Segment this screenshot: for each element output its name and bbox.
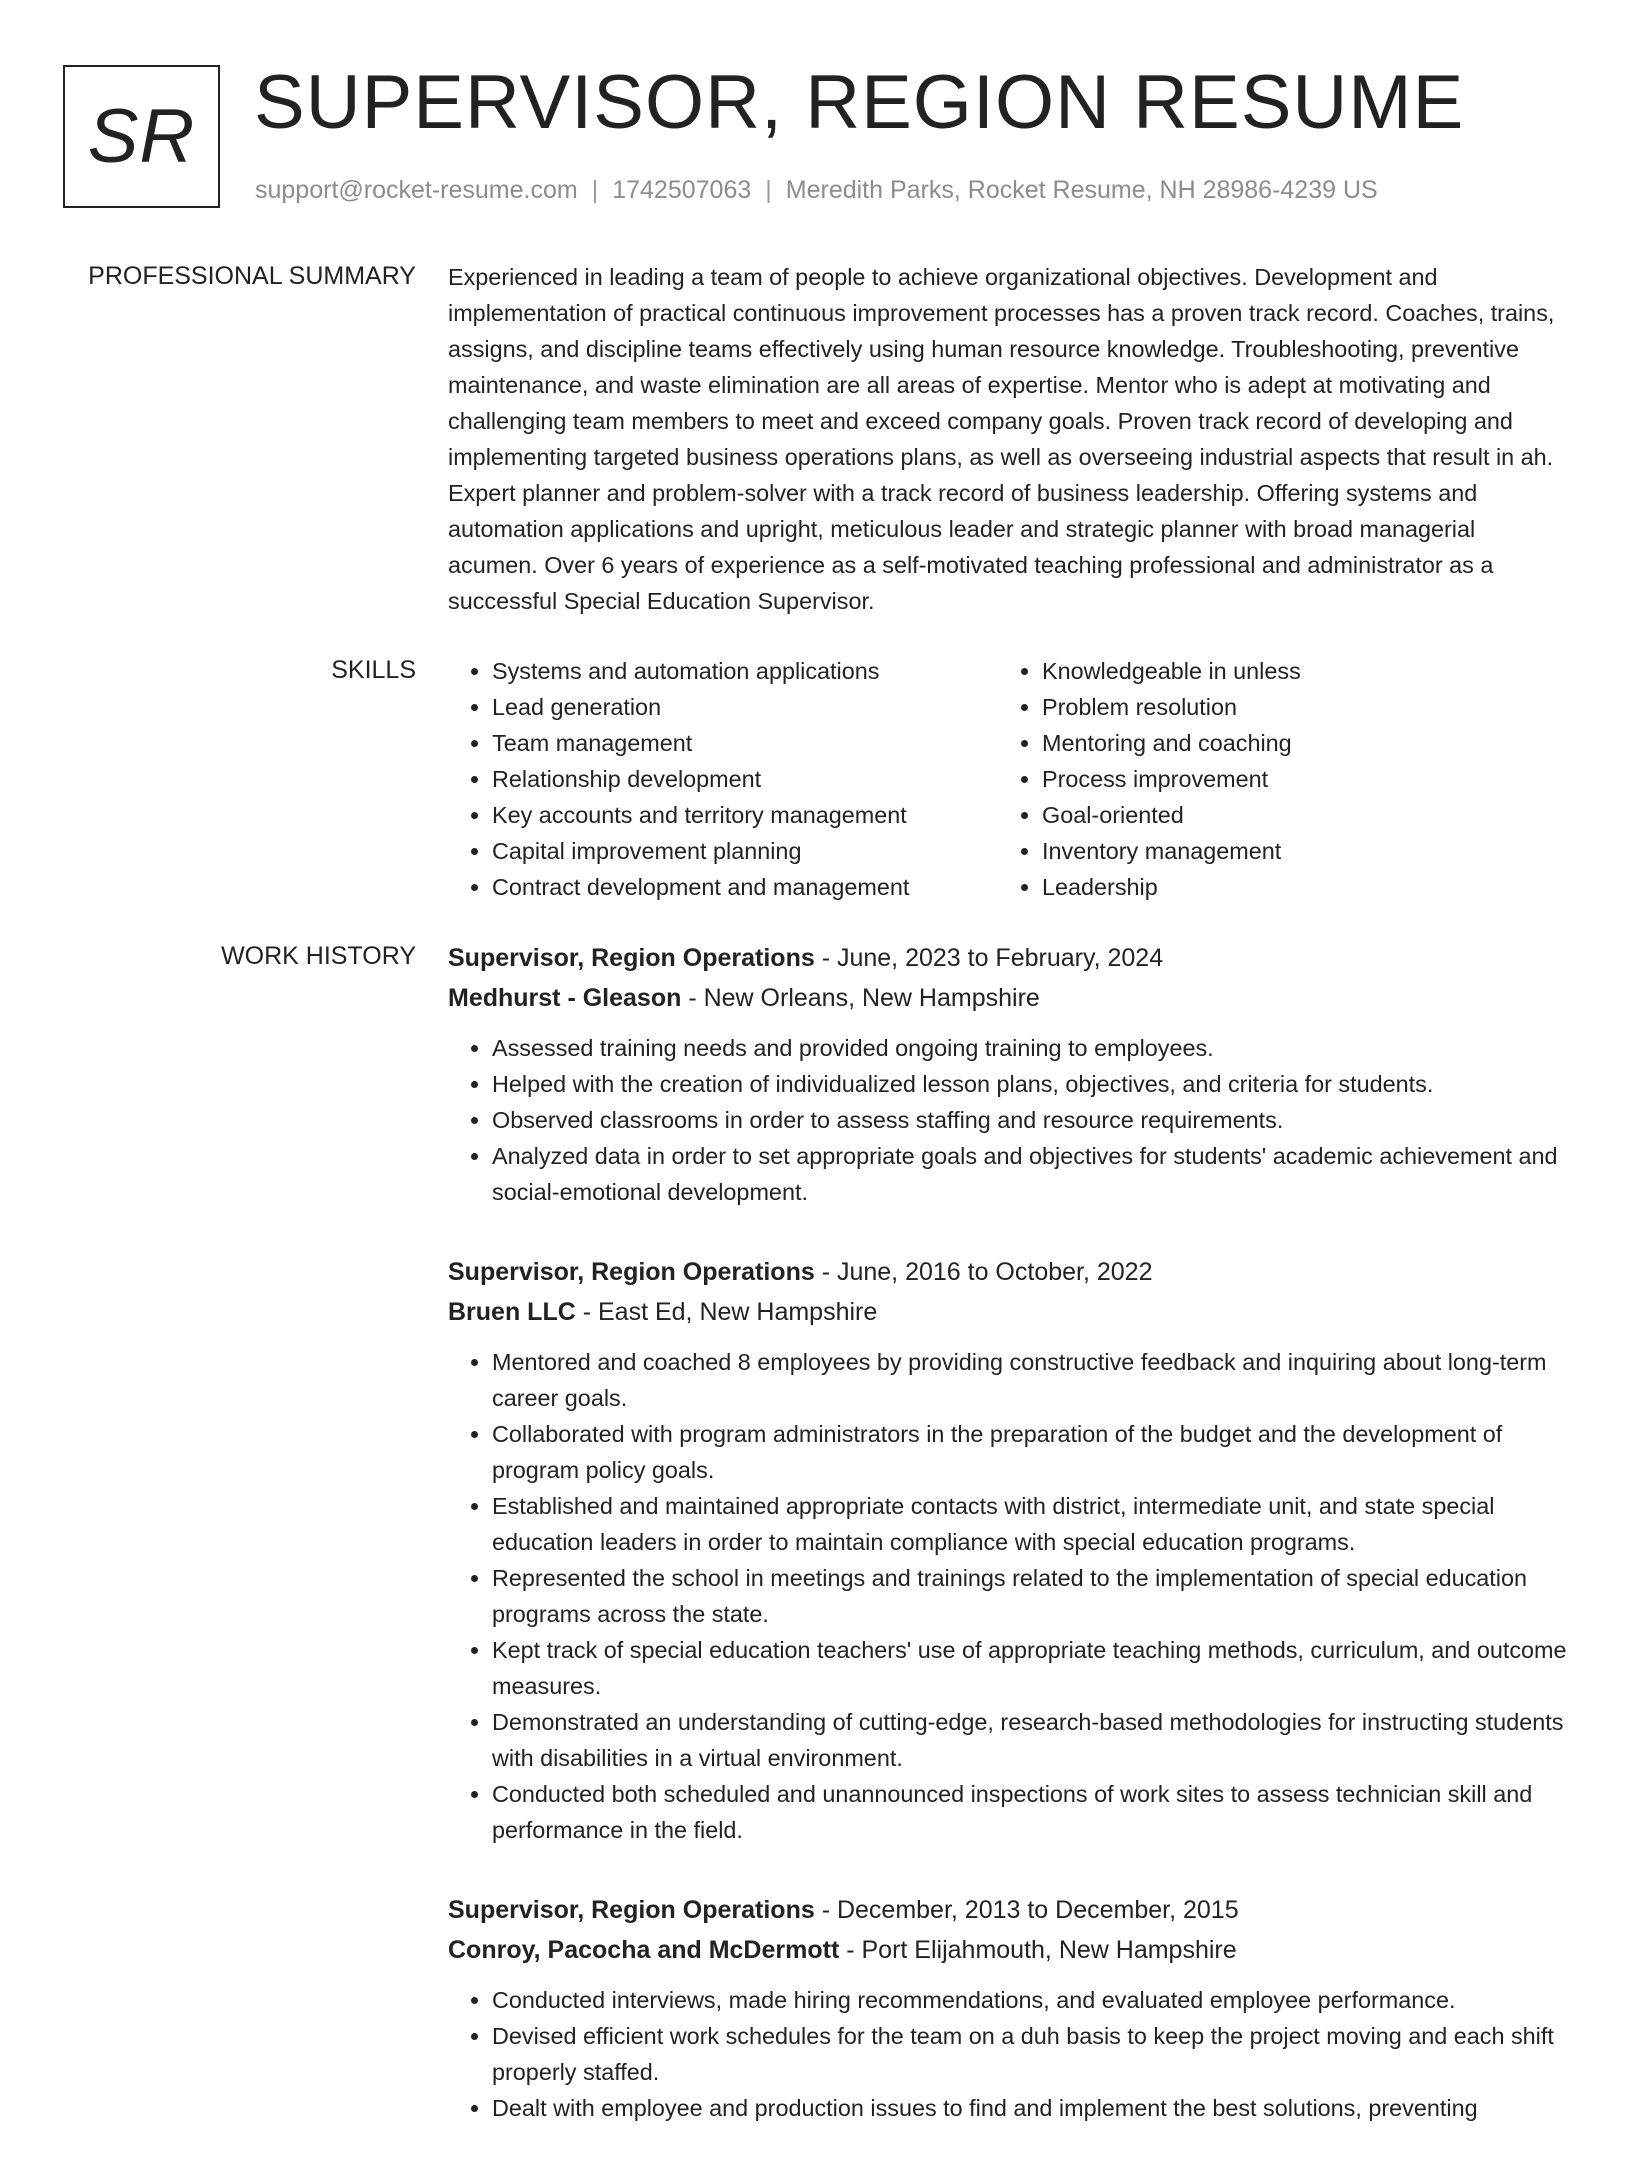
job-bullet-list bbox=[448, 1030, 1568, 1210]
skill-item: • Systems and automation applications bbox=[492, 653, 998, 689]
job-title-line bbox=[448, 1252, 1568, 1292]
resume-title: SUPERVISOR, REGION RESUME bbox=[254, 60, 1465, 145]
skill-item: • Key accounts and territory management bbox=[492, 797, 998, 833]
skill-item: • Capital improvement planning bbox=[492, 833, 998, 869]
section-label-skills: SKILLS bbox=[331, 656, 416, 684]
job-company-line bbox=[448, 1930, 1568, 1970]
job-company: Medhurst - Gleason bbox=[448, 984, 682, 1012]
job-location: - East Ed, New Hampshire bbox=[575, 1298, 878, 1326]
job-bullet: • Devised efficient work schedules for the team on a duh basis to keep the project moving and each shift properly staffed. bbox=[492, 2018, 1568, 2090]
job-entry bbox=[448, 938, 1568, 1210]
section-label-summary: PROFESSIONAL SUMMARY bbox=[88, 262, 416, 290]
job-bullet: • Helped with the creation of individualized lesson plans, objectives, and criteria for students. bbox=[492, 1066, 1568, 1102]
skill-item: • Contract development and management bbox=[492, 869, 998, 905]
job-bullet: • Analyzed data in order to set appropriate goals and objectives for students' academic achievement and social-emotional development. bbox=[492, 1138, 1568, 1210]
contact-separator: | bbox=[765, 176, 772, 204]
skills-section bbox=[448, 653, 1568, 905]
job-dates: - June, 2023 to February, 2024 bbox=[814, 944, 1164, 972]
skill-item: • Mentoring and coaching bbox=[1042, 725, 1548, 761]
contact-separator: | bbox=[591, 176, 599, 204]
monogram-badge bbox=[63, 65, 220, 208]
job-company: Conroy, Pacocha and McDermott bbox=[448, 1936, 840, 1964]
skill-item: • Team management bbox=[492, 725, 998, 761]
monogram-text: SR bbox=[87, 94, 196, 179]
skill-item: • Knowledgeable in unless bbox=[1042, 653, 1548, 689]
job-title: Supervisor, Region Operations bbox=[448, 1258, 815, 1286]
skills-grid bbox=[448, 653, 1568, 905]
contact-line bbox=[255, 174, 1378, 206]
contact-email: support@rocket-resume.com bbox=[255, 176, 578, 204]
job-title: Supervisor, Region Operations bbox=[448, 1896, 815, 1924]
job-bullet: • Dealt with employee and production issues to find and implement the best solutions, preventing bbox=[492, 2090, 1568, 2126]
job-bullet: • Represented the school in meetings and trainings related to the implementation of special education programs across the state. bbox=[492, 1560, 1568, 1632]
skill-item: • Leadership bbox=[1042, 869, 1548, 905]
job-bullet-list bbox=[448, 1344, 1568, 1848]
job-company-line bbox=[448, 978, 1568, 1018]
job-bullet: • Assessed training needs and provided ongoing training to employees. bbox=[492, 1030, 1568, 1066]
skill-item: • Process improvement bbox=[1042, 761, 1548, 797]
section-label-work-history: WORK HISTORY bbox=[221, 942, 416, 970]
contact-phone: 1742507063 bbox=[612, 176, 752, 204]
job-title-line bbox=[448, 938, 1568, 978]
skills-list-right bbox=[998, 653, 1548, 905]
job-location: - New Orleans, New Hampshire bbox=[681, 984, 1040, 1012]
skill-item: • Inventory management bbox=[1042, 833, 1548, 869]
job-bullet-list bbox=[448, 1982, 1568, 2126]
job-bullet: • Observed classrooms in order to assess staffing and resource requirements. bbox=[492, 1102, 1568, 1138]
skill-item: • Problem resolution bbox=[1042, 689, 1548, 725]
job-dates: - December, 2013 to December, 2015 bbox=[814, 1896, 1239, 1924]
job-bullet: • Conducted interviews, made hiring recommendations, and evaluated employee performance. bbox=[492, 1982, 1568, 2018]
job-title: Supervisor, Region Operations bbox=[448, 944, 815, 972]
job-location: - Port Elijahmouth, New Hampshire bbox=[839, 1936, 1237, 1964]
skill-item: • Relationship development bbox=[492, 761, 998, 797]
job-company: Bruen LLC bbox=[448, 1298, 576, 1326]
contact-address: Meredith Parks, Rocket Resume, NH 28986-4239 US bbox=[785, 176, 1378, 204]
job-bullet: • Mentored and coached 8 employees by providing constructive feedback and inquiring about long-term career goals. bbox=[492, 1344, 1568, 1416]
job-company-line bbox=[448, 1292, 1568, 1332]
skill-item: • Goal-oriented bbox=[1042, 797, 1548, 833]
job-dates: - June, 2016 to October, 2022 bbox=[814, 1258, 1153, 1286]
job-bullet: • Demonstrated an understanding of cutting-edge, research-based methodologies for instructing students with disabilities in a virtual environment. bbox=[492, 1704, 1568, 1776]
job-title-line bbox=[448, 1890, 1568, 1930]
summary-text: Experienced in leading a team of people to achieve organizational objectives. Development and implementation of practical continuous improvement processes has a proven track record. Coaches, trains, assigns, and discipline teams effectively using human resource knowledge. Troubleshooting, preventive maintenance, and waste elimination are all areas of expertise. Mentor who is adept at motivating and challenging team members to meet and exceed company goals. Proven track record of developing and implementing targeted business operations plans, as well as overseeing industrial aspects that result in ah. Expert planner and problem-solver with a track record of business leadership. Offering systems and automation applications and upright, meticulous leader and strategic planner with broad managerial acumen. Over 6 years of experience as a self-motivated teaching professional and administrator as a successful Special Education Supervisor. bbox=[448, 264, 1555, 614]
summary-section bbox=[448, 259, 1568, 619]
work-history-section bbox=[448, 938, 1568, 2168]
job-bullet: • Kept track of special education teachers' use of appropriate teaching methods, curriculum, and outcome measures. bbox=[492, 1632, 1568, 1704]
job-bullet: • Conducted both scheduled and unannounced inspections of work sites to assess technician skill and performance in the field. bbox=[492, 1776, 1568, 1848]
job-entry bbox=[448, 1252, 1568, 1848]
job-bullet: • Established and maintained appropriate contacts with district, intermediate unit, and state special education leaders in order to maintain compliance with special education programs. bbox=[492, 1488, 1568, 1560]
skill-item: • Lead generation bbox=[492, 689, 998, 725]
skills-list-left bbox=[448, 653, 998, 905]
job-bullet: • Collaborated with program administrators in the preparation of the budget and the development of program policy goals. bbox=[492, 1416, 1568, 1488]
job-entry bbox=[448, 1890, 1568, 2126]
